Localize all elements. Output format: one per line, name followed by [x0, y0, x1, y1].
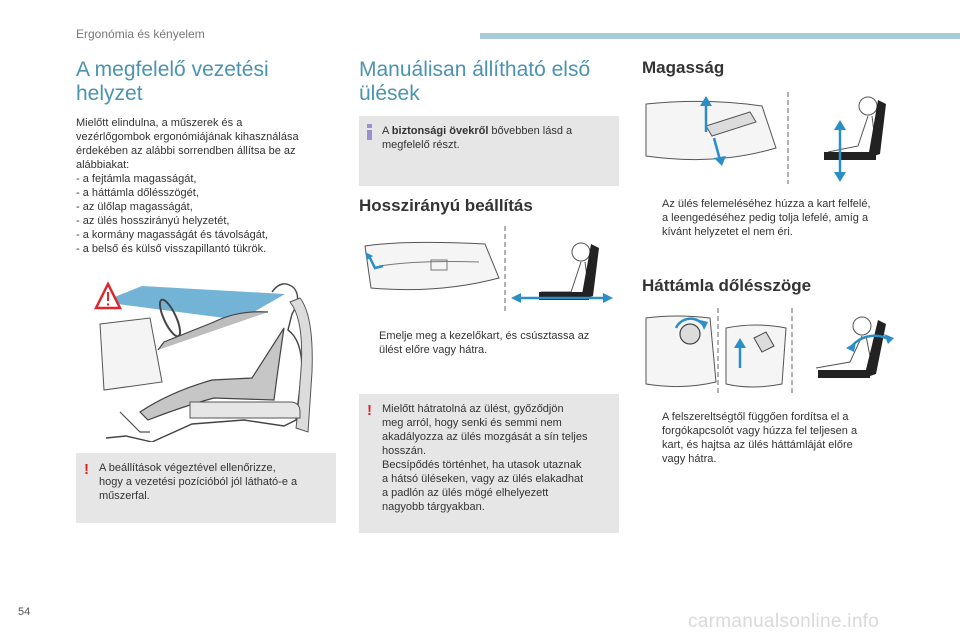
text-line: - a fejtámla magasságát, [76, 173, 197, 185]
subtitle-longitudinal: Hosszirányú beállítás [359, 196, 533, 215]
title-line: helyzet [76, 82, 143, 105]
text-line: meg arról, hogy senki és semmi nem [382, 417, 562, 429]
text-line: - a kormány magasságát és távolságát, [76, 229, 268, 241]
text-line: ülést előre vagy hátra. [379, 344, 488, 356]
text-line: Becsípődés történhet, ha utasok utaznak [382, 459, 582, 471]
header-bar [480, 33, 960, 39]
section-header: Ergonómia és kényelem [76, 27, 205, 41]
text-line: hosszán. [382, 445, 427, 457]
warning-icon: ! [367, 402, 372, 419]
text-span: bővebben lásd a [488, 125, 573, 137]
info-icon [367, 124, 372, 140]
text-line: akadályozza az ülés mozgását a sín teljes [382, 431, 588, 443]
text-line: A felszereltségtől függően fordítsa el a [662, 411, 849, 423]
text-line: a padlón az ülés mögé elhelyezett [382, 487, 549, 499]
warning-text [99, 461, 328, 503]
backrest-illustration [642, 308, 902, 396]
text-line: - a belső és külső visszapillantó tükrök. [76, 243, 267, 255]
text-line: alábbiakat: [76, 159, 130, 171]
text-line: kívánt helyzetet el nem éri. [662, 226, 793, 238]
page-number: 54 [18, 606, 31, 618]
warning-box [76, 453, 336, 523]
text-line: hogy a vezetési pozícióból jól látható-e a [99, 476, 298, 488]
text-line: Mielőtt elindulna, a műszerek és a [76, 117, 243, 129]
title-line: Manuálisan állítható első [359, 58, 591, 81]
title-manual-seats [359, 58, 590, 106]
text-line: műszerfal. [99, 490, 150, 502]
driver-seat-illustration [90, 272, 320, 442]
text-line: Emelje meg a kezelőkart, és csúsztassa az [379, 330, 590, 342]
height-illustration [642, 92, 902, 184]
text-span: A [382, 125, 392, 137]
text-line: - a háttámla dőlésszögét, [76, 187, 199, 199]
text-line: Az ülés felemeléséhez húzza a kart felfelé, [662, 198, 871, 210]
title-line: A megfelelő vezetési [76, 58, 269, 81]
text-line: Mielőtt hátratolná az ülést, győződjön [382, 403, 564, 415]
warning-text [382, 402, 611, 514]
text-line: vagy hátra. [662, 453, 717, 465]
title-driving-position [76, 58, 269, 106]
subtitle-backrest: Háttámla dőlésszöge [642, 276, 812, 295]
text-line: vezérlőgombok ergonómiájának kihasználása [76, 131, 299, 143]
longitudinal-illustration [359, 226, 619, 312]
seatbelt-link-text: biztonsági övekről [391, 125, 489, 137]
watermark: carmanualsonline.info [688, 611, 880, 632]
warning-box [359, 394, 619, 533]
subtitle-height: Magasság [642, 58, 725, 77]
text-line: - az ülőlap magasságát, [76, 201, 193, 213]
text-line: a leengedéséhez pedig tolja lefelé, amíg a [662, 212, 869, 224]
text-line: kart, és hajtsa az ülés háttámláját előre [662, 439, 853, 451]
text-line: érdekében az alábbi sorrendben állítsa be az [76, 145, 296, 157]
text-line: a hátsó üléseken, vagy az ülés elakadhat [382, 473, 584, 485]
text-line: megfelelő részt. [382, 139, 460, 151]
title-line: ülések [359, 82, 420, 105]
text-line: - az ülés hosszirányú helyzetét, [76, 215, 230, 227]
text-line: forgókapcsolót vagy húzza fel teljesen a [662, 425, 858, 437]
warning-icon: ! [84, 461, 89, 478]
info-text [382, 124, 611, 152]
info-box [359, 116, 619, 186]
text-line: A beállítások végeztével ellenőrizze, [99, 462, 276, 474]
intro-text [76, 116, 299, 256]
text-line: nagyobb tárgyakban. [382, 501, 485, 513]
